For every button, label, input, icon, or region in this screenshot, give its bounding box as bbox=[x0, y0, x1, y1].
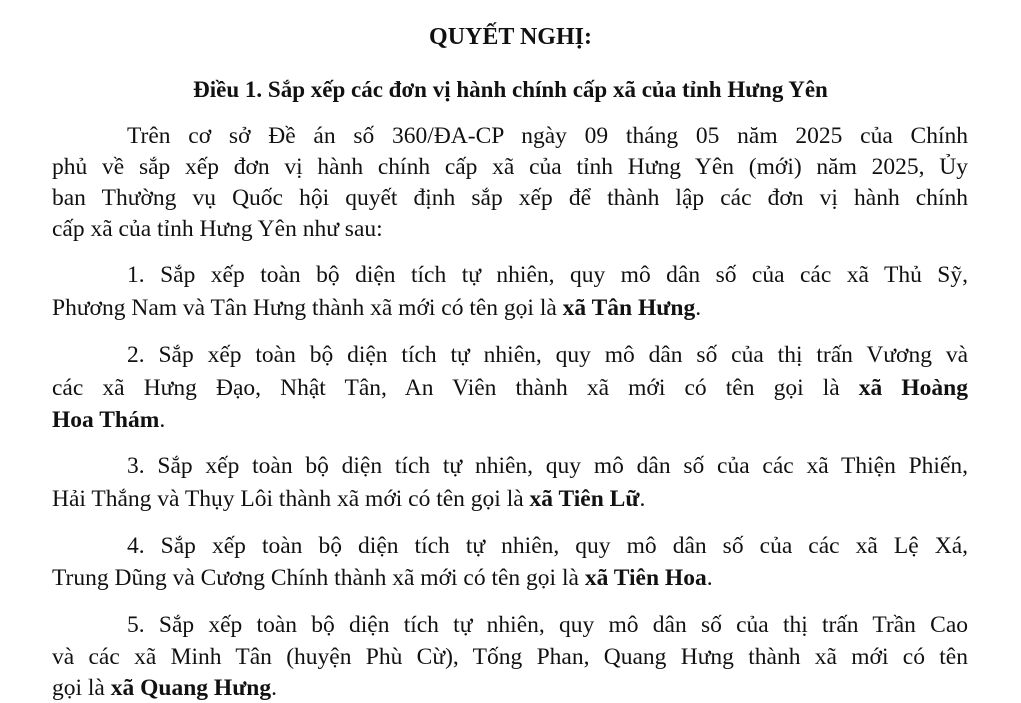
item-punctuation: . bbox=[159, 407, 166, 433]
item-line: 4. Sắp xếp toàn bộ diện tích tự nhiên, quy mô dân số của các xã Lệ Xá, bbox=[127, 533, 968, 559]
item-line: 3. Sắp xếp toàn bộ diện tích tự nhiên, quy mô dân số của các xã Thiện Phiến, bbox=[127, 453, 968, 479]
article-heading: Điều 1. Sắp xếp các đơn vị hành chính cấp xã của tỉnh Hưng Yên bbox=[193, 77, 828, 102]
new-commune-name: xã Tiên Hoa bbox=[584, 565, 707, 591]
new-commune-name: Hoa Thám bbox=[52, 407, 160, 433]
item-punctuation: . bbox=[639, 486, 646, 512]
item-line bbox=[52, 563, 968, 593]
item-punctuation: . bbox=[695, 295, 702, 321]
intro-line: phủ về sắp xếp đơn vị hành chính cấp xã của tỉnh Hưng Yên (mới) năm 2025, Ủy bbox=[52, 154, 968, 180]
item-line bbox=[52, 373, 968, 403]
item-line: 1. Sắp xếp toàn bộ diện tích tự nhiên, quy mô dân số của các xã Thủ Sỹ, bbox=[127, 262, 968, 288]
intro-line: Trên cơ sở Đề án số 360/ĐA-CP ngày 09 tháng 05 năm 2025 của Chính bbox=[127, 123, 968, 149]
item-line bbox=[52, 673, 968, 703]
intro-line: ban Thường vụ Quốc hội quyết định sắp xếp để thành lập các đơn vị hành chính bbox=[52, 185, 968, 211]
new-commune-name: xã Quang Hưng bbox=[110, 675, 272, 701]
item-text: Trung Dũng và Cương Chính thành xã mới có tên gọi là bbox=[52, 565, 585, 591]
item-line bbox=[52, 405, 968, 435]
document-title: QUYẾT NGHỊ: bbox=[429, 24, 592, 50]
new-commune-name: xã Tân Hưng bbox=[562, 295, 696, 321]
new-commune-name: xã Hoàng bbox=[858, 375, 968, 401]
item-text: các xã Hưng Đạo, Nhật Tân, An Viên thành xã mới có tên gọi là bbox=[52, 375, 859, 401]
item-line bbox=[52, 484, 968, 514]
item-text: Hải Thắng và Thụy Lôi thành xã mới có tên gọi là bbox=[52, 486, 530, 512]
item-line: và các xã Minh Tân (huyện Phù Cừ), Tống Phan, Quang Hưng thành xã mới có tên bbox=[52, 644, 968, 670]
new-commune-name: xã Tiên Lữ bbox=[529, 486, 640, 512]
item-text: Phương Nam và Tân Hưng thành xã mới có tên gọi là bbox=[52, 295, 563, 321]
item-punctuation: . bbox=[706, 565, 713, 591]
item-line: 2. Sắp xếp toàn bộ diện tích tự nhiên, quy mô dân số của thị trấn Vương và bbox=[127, 342, 968, 368]
item-line bbox=[52, 293, 968, 323]
item-punctuation: . bbox=[271, 675, 277, 701]
item-text: gọi là bbox=[52, 675, 111, 701]
item-line: 5. Sắp xếp toàn bộ diện tích tự nhiên, quy mô dân số của thị trấn Trần Cao bbox=[127, 612, 968, 638]
intro-line: cấp xã của tỉnh Hưng Yên như sau: bbox=[52, 216, 383, 242]
